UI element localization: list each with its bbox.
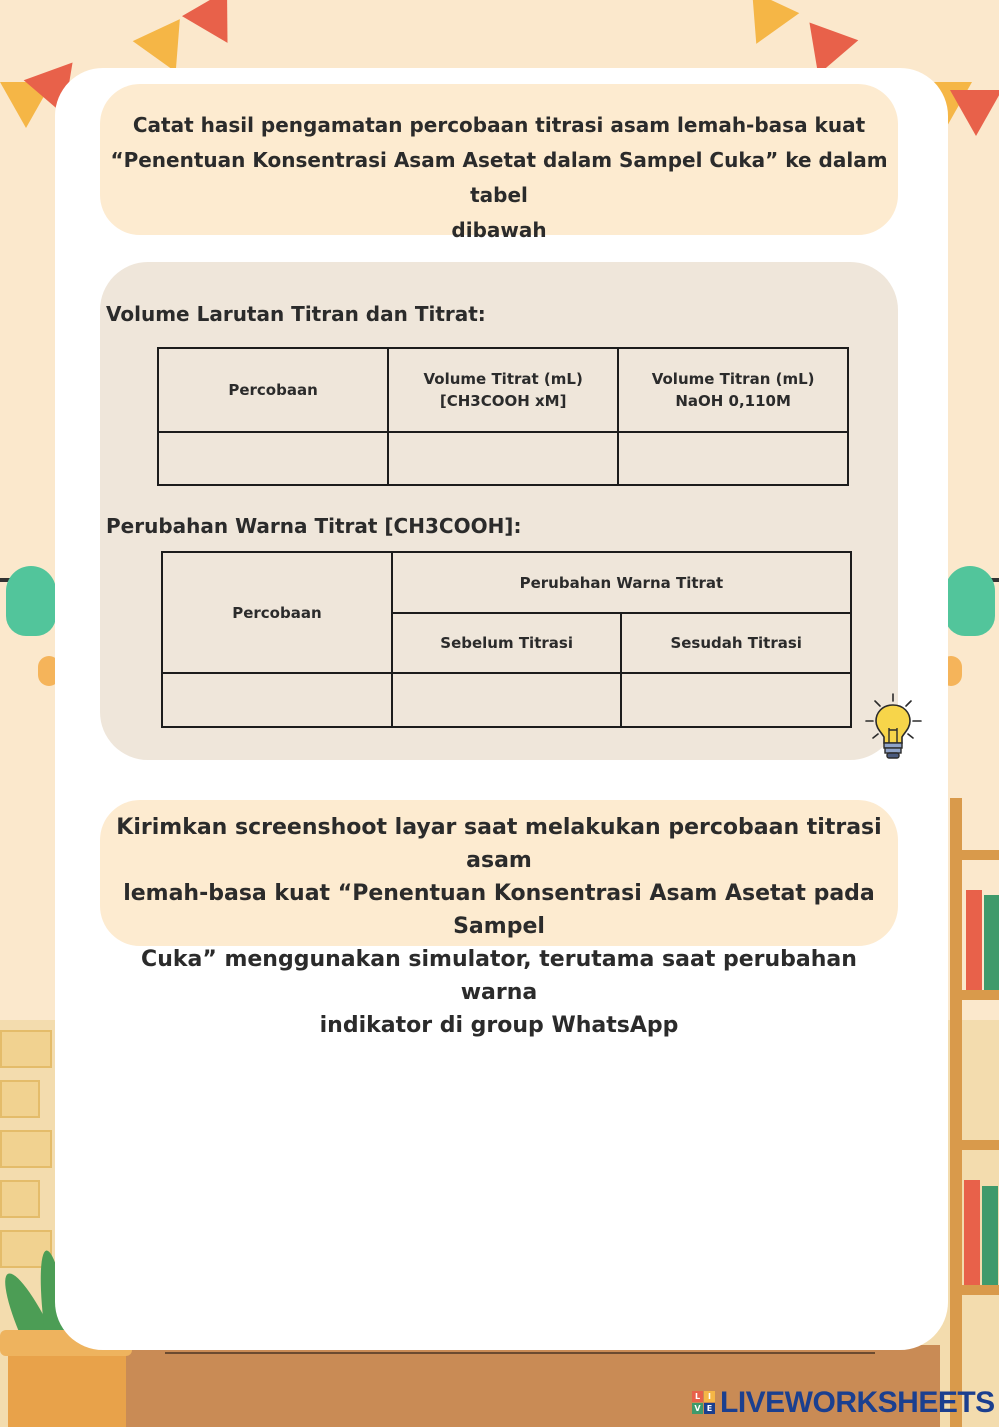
liveworksheets-brand[interactable]	[692, 1388, 995, 1418]
lightbulb-icon	[864, 692, 924, 766]
header-line: Volume Titrat (mL)	[423, 370, 583, 388]
logo-letter: L	[692, 1391, 703, 1402]
header-percobaan: Percobaan	[162, 552, 392, 673]
volume-section-title: Volume Larutan Titran dan Titrat:	[106, 302, 486, 326]
header-sebelum-titrasi: Sebelum Titrasi	[392, 613, 622, 673]
brick	[0, 1080, 40, 1118]
header-line: [CH3COOH xM]	[439, 392, 567, 410]
instruction-bottom	[100, 800, 898, 1038]
instruction-top-line: dibawah	[451, 218, 547, 242]
brick	[0, 1130, 52, 1168]
shelf-board	[950, 990, 999, 1000]
cell-percobaan[interactable]	[162, 673, 392, 727]
color-section-title: Perubahan Warna Titrat [CH3COOH]:	[106, 514, 522, 538]
logo-letter: I	[704, 1391, 715, 1402]
header-line: NaOH 0,110M	[675, 392, 791, 410]
header-volume-titran	[618, 348, 848, 432]
table-row	[158, 432, 848, 485]
shelf-board	[950, 850, 999, 860]
answer-input[interactable]	[163, 690, 391, 710]
header-volume-titrat	[388, 348, 618, 432]
answer-input[interactable]	[159, 449, 387, 469]
book	[984, 895, 999, 990]
cell-sesudah-titrasi[interactable]	[621, 673, 851, 727]
book	[966, 890, 982, 990]
book	[964, 1180, 980, 1285]
book	[982, 1186, 998, 1285]
instruction-bottom-line: Kirimkan screenshoot layar saat melakukan percobaan titrasi asam	[116, 815, 882, 873]
shelf-board	[950, 1140, 999, 1150]
brick	[0, 1180, 40, 1218]
table-row	[162, 673, 851, 727]
shelf-board	[950, 1285, 999, 1295]
header-line: Volume Titran (mL)	[651, 370, 815, 388]
logo-letter: V	[692, 1403, 703, 1414]
bunting-flag	[733, 0, 800, 55]
bunting-flag	[950, 90, 999, 136]
cell-volume-titrat[interactable]	[388, 432, 618, 485]
header-perubahan-warna: Perubahan Warna Titrat	[392, 552, 851, 613]
floor-line	[165, 1352, 875, 1354]
shelf-post	[950, 798, 962, 1427]
liveworksheets-wordmark: LIVEWORKSHEETS	[720, 1386, 995, 1419]
lamp-right	[945, 566, 995, 636]
lamp-left	[6, 566, 56, 636]
cell-volume-titran[interactable]	[618, 432, 848, 485]
brick	[0, 1030, 52, 1068]
answer-input[interactable]	[619, 449, 847, 469]
cell-sebelum-titrasi[interactable]	[392, 673, 622, 727]
instruction-bottom-line: lemah-basa kuat “Penentuan Konsentrasi Asam Asetat pada Sampel	[123, 881, 875, 939]
color-table	[161, 551, 852, 728]
instruction-bottom-line: indikator di group WhatsApp	[319, 1013, 679, 1038]
table-header-row	[162, 552, 851, 613]
instruction-top	[100, 84, 898, 242]
volume-table	[157, 347, 849, 486]
instruction-top-line: “Penentuan Konsentrasi Asam Asetat dalam Sampel Cuka” ke dalam tabel	[110, 148, 888, 207]
answer-input[interactable]	[393, 690, 621, 710]
header-percobaan: Percobaan	[158, 348, 388, 432]
answer-input[interactable]	[389, 449, 617, 469]
header-sesudah-titrasi: Sesudah Titrasi	[621, 613, 851, 673]
instruction-bottom-line: Cuka” menggunakan simulator, terutama saat perubahan warna	[141, 947, 857, 1005]
answer-input[interactable]	[622, 690, 850, 710]
table-header-row	[158, 348, 848, 432]
logo-letter: E	[704, 1403, 715, 1414]
liveworksheets-logo-icon	[692, 1391, 716, 1415]
cell-percobaan[interactable]	[158, 432, 388, 485]
instruction-top-line: Catat hasil pengamatan percobaan titrasi asam lemah-basa kuat	[132, 113, 866, 137]
